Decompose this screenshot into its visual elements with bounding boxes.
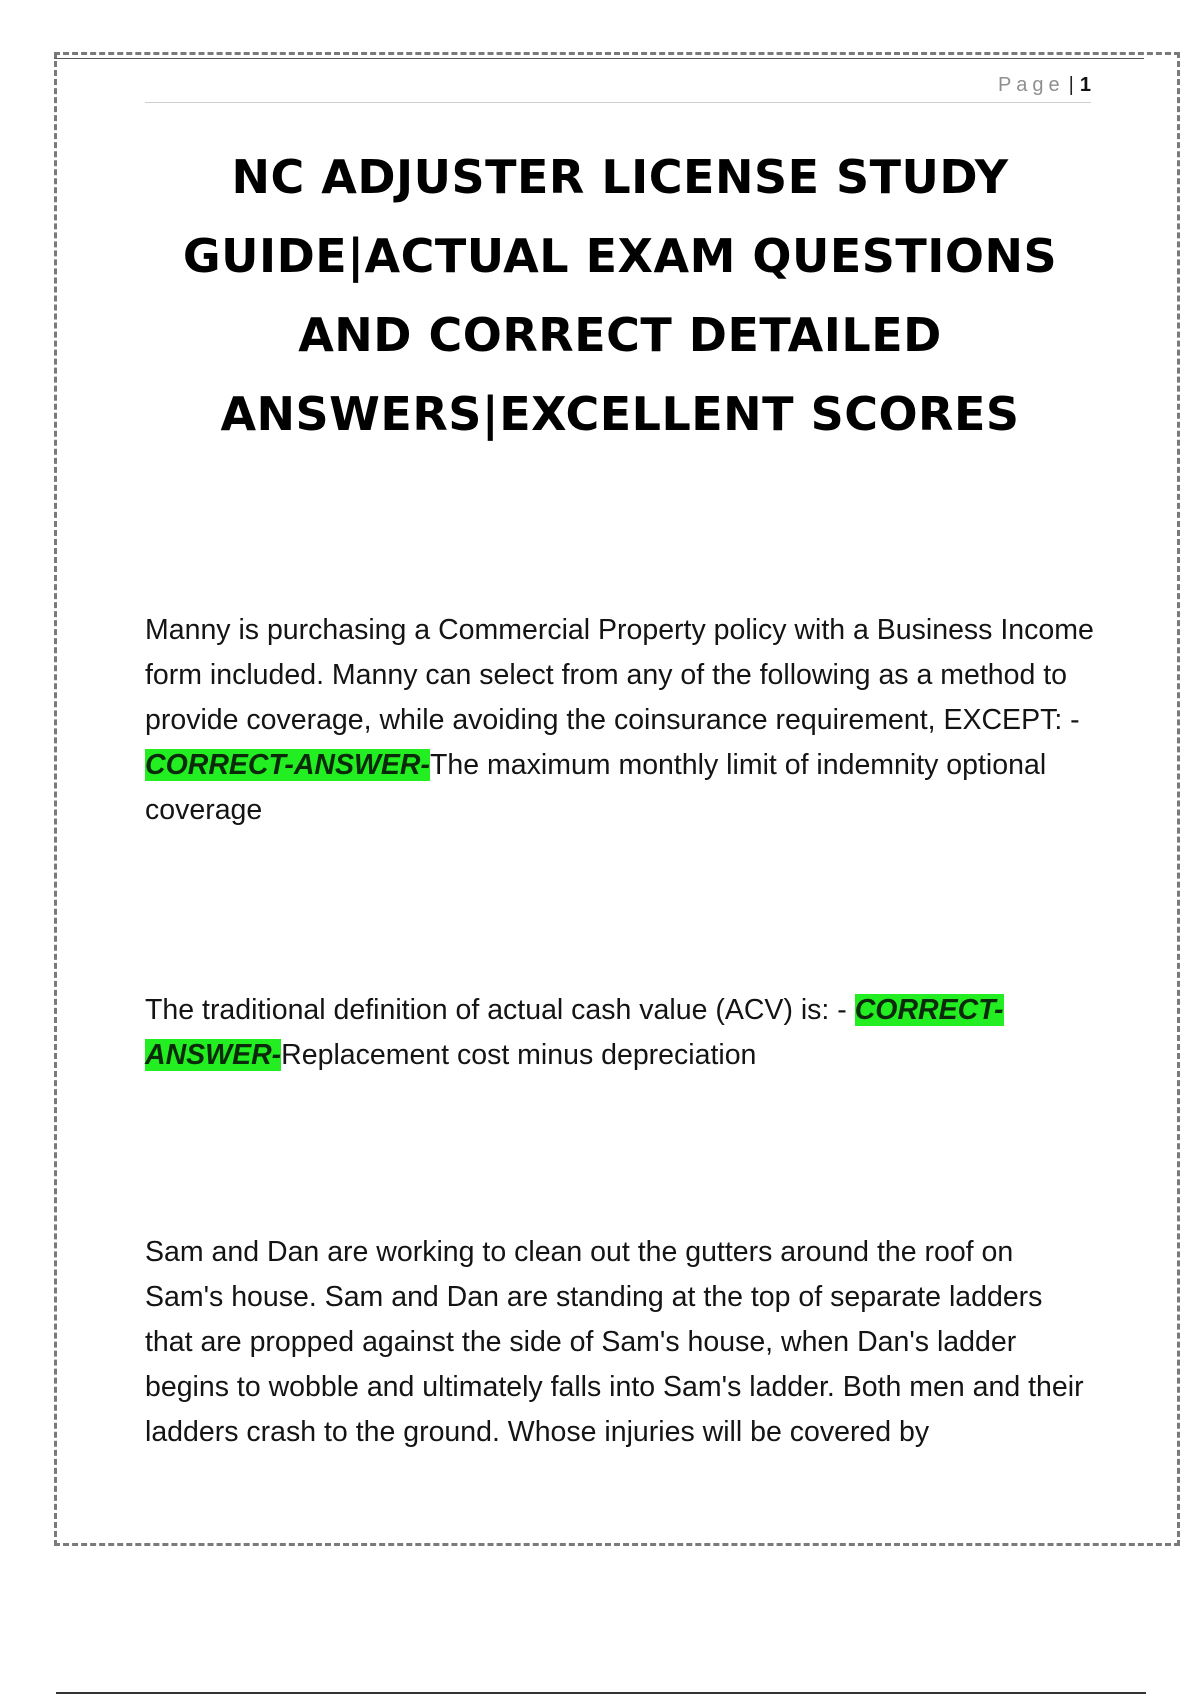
- answer-text: The maximum monthly limit of indemnity optional coverage: [145, 749, 1047, 826]
- page-border-top-rule: [54, 58, 1144, 59]
- question-block-3: [145, 1230, 1095, 1455]
- bottom-rule: [56, 1692, 1146, 1694]
- page-number-label: [998, 74, 1091, 97]
- page-number: 1: [1079, 74, 1091, 96]
- correct-answer-marker: CORRECT-ANSWER-: [145, 994, 1004, 1071]
- page-separator: |: [1068, 74, 1076, 96]
- question-text: Sam and Dan are working to clean out the gutters around the roof on Sam's house. Sam and Dan are standing at the top of separate ladders that are propped against the side of Sam's house, when Dan's ladder begins to wobble and ultimately falls into Sam's ladder. Both men and their ladders crash to the ground. Whose injuries will be covered by: [145, 1236, 1084, 1448]
- page-word: Page: [997, 74, 1065, 96]
- correct-answer-marker: CORRECT-ANSWER-: [145, 749, 430, 781]
- answer-text: Replacement cost minus depreciation: [281, 1039, 757, 1071]
- question-block-1: [145, 608, 1095, 833]
- document-title: NC ADJUSTER LICENSE STUDY GUIDE|ACTUAL EXAM QUESTIONS AND CORRECT DETAILED ANSWERS|EXCELLENT SCORES: [182, 150, 1058, 441]
- question-text: The traditional definition of actual cash value (ACV) is: -: [145, 994, 855, 1026]
- page-header: [145, 70, 1091, 103]
- question-block-2: [145, 988, 1095, 1078]
- question-text: Manny is purchasing a Commercial Property policy with a Business Income form included. Manny can select from any of the following as a method to provide coverage, while avoiding the coinsurance requirement, EXCEPT: -: [145, 614, 1094, 736]
